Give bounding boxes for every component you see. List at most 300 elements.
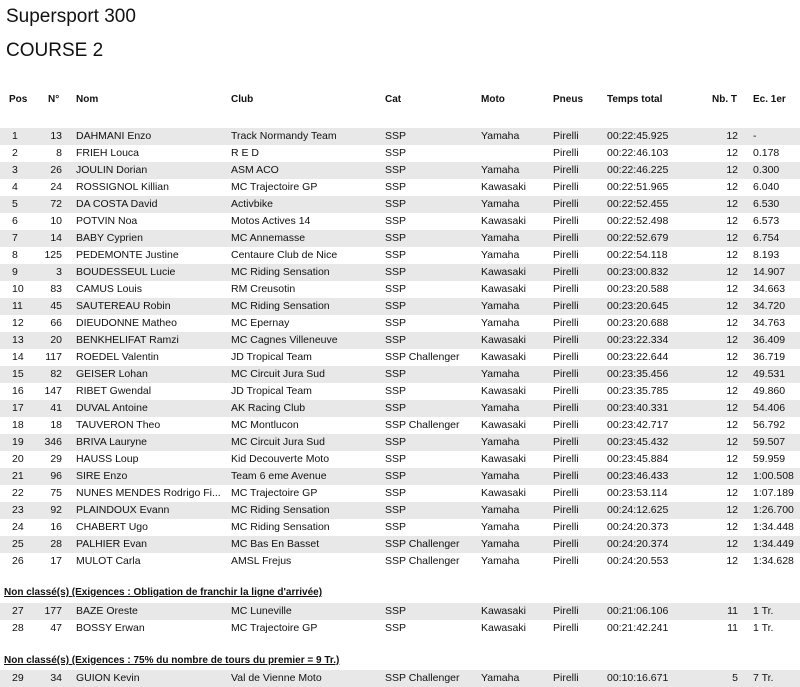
table-row [0,485,800,502]
cell-nom: DA COSTA David [76,198,158,210]
cell-nbt: 12 [726,470,738,482]
cell-nbt: 12 [726,181,738,193]
cell-nom: BOUDESSEUL Lucie [76,266,176,278]
cell-ec: 6.754 [753,232,780,244]
page-subtitle: COURSE 2 [6,40,104,61]
cell-cat: SSP [385,453,407,465]
cell-pneu: Pirelli [553,419,579,431]
cell-pneu: Pirelli [553,605,579,617]
cell-ec: 34.663 [753,283,786,295]
cell-nbt: 12 [726,164,738,176]
cell-ec: 6.530 [753,198,780,210]
cell-nbt: 12 [726,453,738,465]
table-row [0,468,800,485]
cell-club: MC Epernay [231,317,290,329]
table-row [0,298,800,315]
cell-pneu: Pirelli [553,130,579,142]
cell-cat: SSP [385,436,407,448]
cell-ec: 59.959 [753,453,786,465]
cell-nbt: 12 [726,368,738,380]
cell-num: 47 [50,622,62,634]
table-row [0,519,800,536]
cell-cat: SSP [385,266,407,278]
cell-ec: 49.860 [753,385,786,397]
cell-nbt: 12 [726,317,738,329]
cell-pneu: Pirelli [553,385,579,397]
header-club: Club [231,94,254,105]
cell-ec: 0.178 [753,147,780,159]
cell-ec: 56.792 [753,419,786,431]
cell-pneu: Pirelli [553,232,579,244]
cell-ec: 14.907 [753,266,786,278]
cell-nbt: 12 [726,402,738,414]
cell-nom: GEISER Lohan [76,368,148,380]
cell-nbt: 12 [726,351,738,363]
table-row [0,400,800,417]
cell-cat: SSP [385,232,407,244]
cell-moto: Kawasaki [481,419,526,431]
cell-num: 82 [50,368,62,380]
cell-moto: Yamaha [481,130,520,142]
cell-pneu: Pirelli [553,317,579,329]
cell-pneu: Pirelli [553,283,579,295]
cell-cat: SSP [385,487,407,499]
cell-time: 00:24:12.625 [607,504,669,516]
cell-time: 00:23:42.717 [607,419,669,431]
cell-pos: 26 [12,555,24,567]
cell-nom: ROEDEL Valentin [76,351,159,363]
cell-nom: GUION Kevin [76,672,140,684]
cell-cat: SSP [385,130,407,142]
table-row [0,536,800,553]
cell-num: 8 [56,147,62,159]
cell-pneu: Pirelli [553,181,579,193]
cell-club: MC Annemasse [231,232,306,244]
table-header [0,94,800,112]
cell-club: MC Circuit Jura Sud [231,436,325,448]
header-cat: Cat [385,94,402,105]
cell-moto: Kawasaki [481,181,526,193]
cell-pos: 17 [12,402,24,414]
table-row [0,247,800,264]
cell-club: JD Tropical Team [231,351,312,363]
table-row [0,670,800,687]
cell-ec: 1:34.449 [753,538,794,550]
table-row [0,553,800,570]
cell-club: Kid Decouverte Moto [231,453,330,465]
table-row [0,383,800,400]
cell-nom: BRIVA Lauryne [76,436,148,448]
cell-ec: 7 Tr. [753,672,774,684]
cell-num: 3 [56,266,62,278]
cell-pneu: Pirelli [553,504,579,516]
cell-time: 00:10:16.671 [607,672,669,684]
table-row [0,434,800,451]
cell-nom: DAHMANI Enzo [76,130,152,142]
cell-nom: JOULIN Dorian [76,164,148,176]
cell-num: 75 [50,487,62,499]
cell-nbt: 12 [726,147,738,159]
table-row [0,451,800,468]
cell-ec: 59.507 [753,436,786,448]
cell-cat: SSP [385,249,407,261]
cell-pneu: Pirelli [553,351,579,363]
cell-time: 00:22:51.965 [607,181,669,193]
table-row [0,264,800,281]
cell-cat: SSP [385,283,407,295]
cell-club: RM Creusotin [231,283,296,295]
non-classe-table-2 [0,670,800,687]
cell-pos: 7 [12,232,18,244]
cell-cat: SSP [385,300,407,312]
cell-num: 147 [44,385,62,397]
cell-ec: - [753,130,757,142]
cell-cat: SSP Challenger [385,419,460,431]
cell-club: Centaure Club de Nice [231,249,338,261]
cell-club: MC Cagnes Villeneuve [231,334,338,346]
cell-pos: 29 [12,672,24,684]
cell-club: MC Trajectoire GP [231,622,318,634]
cell-pos: 13 [12,334,24,346]
cell-time: 00:22:46.103 [607,147,669,159]
cell-moto: Kawasaki [481,334,526,346]
table-row [0,281,800,298]
cell-num: 346 [44,436,62,448]
cell-num: 66 [50,317,62,329]
cell-club: R E D [231,147,260,159]
cell-num: 13 [50,130,62,142]
cell-nom: PLAINDOUX Evann [76,504,170,516]
header-pneus: Pneus [553,94,584,105]
cell-moto: Kawasaki [481,605,526,617]
cell-pneu: Pirelli [553,402,579,414]
cell-club: Motos Actives 14 [231,215,311,227]
cell-pneu: Pirelli [553,453,579,465]
table-row [0,315,800,332]
cell-time: 00:23:20.645 [607,300,669,312]
cell-nom: DIEUDONNE Matheo [76,317,177,329]
cell-nbt: 12 [726,334,738,346]
cell-pos: 16 [12,385,24,397]
section-title-non-classe-1: Non classé(s) (Exigences : Obligation de franchir la ligne d'arrivée) [4,587,323,598]
cell-club: Team 6 eme Avenue [231,470,327,482]
cell-cat: SSP [385,215,407,227]
cell-nom: CHABERT Ugo [76,521,148,533]
cell-time: 00:21:06.106 [607,605,669,617]
cell-ec: 6.040 [753,181,780,193]
cell-pneu: Pirelli [553,436,579,448]
cell-ec: 36.719 [753,351,786,363]
cell-nom: PALHIER Evan [76,538,148,550]
cell-pos: 22 [12,487,24,499]
cell-time: 00:22:45.925 [607,130,669,142]
cell-time: 00:23:00.832 [607,266,669,278]
header-num: N° [48,94,60,105]
cell-time: 00:23:35.785 [607,385,669,397]
cell-pos: 28 [12,622,24,634]
cell-num: 16 [50,521,62,533]
cell-moto: Kawasaki [481,215,526,227]
cell-moto: Yamaha [481,368,520,380]
cell-cat: SSP [385,385,407,397]
cell-pneu: Pirelli [553,334,579,346]
cell-cat: SSP [385,198,407,210]
cell-pneu: Pirelli [553,672,579,684]
cell-time: 00:22:46.225 [607,164,669,176]
cell-club: MC Trajectoire GP [231,181,318,193]
cell-moto: Kawasaki [481,351,526,363]
cell-pos: 27 [12,605,24,617]
table-row [0,603,800,620]
cell-num: 10 [50,215,62,227]
cell-num: 14 [50,232,62,244]
cell-nbt: 11 [727,605,738,617]
cell-time: 00:22:52.498 [607,215,669,227]
cell-pos: 8 [12,249,18,261]
cell-pneu: Pirelli [553,215,579,227]
cell-num: 29 [50,453,62,465]
cell-num: 20 [50,334,62,346]
cell-nom: POTVIN Noa [76,215,138,227]
cell-club: MC Riding Sensation [231,300,330,312]
cell-pneu: Pirelli [553,555,579,567]
header-nom: Nom [76,94,99,105]
cell-cat: SSP Challenger [385,555,460,567]
cell-num: 177 [44,605,62,617]
cell-nom: BENKHELIFAT Ramzi [76,334,179,346]
table-row [0,230,800,247]
cell-pneu: Pirelli [553,470,579,482]
cell-nbt: 12 [726,215,738,227]
table-row [0,145,800,162]
table-row [0,502,800,519]
cell-club: MC Riding Sensation [231,521,330,533]
header-temps: Temps total [607,94,663,105]
cell-time: 00:23:45.884 [607,453,669,465]
cell-moto: Yamaha [481,317,520,329]
cell-nbt: 5 [732,672,738,684]
cell-moto: Yamaha [481,538,520,550]
cell-num: 83 [50,283,62,295]
header-nbt: Nb. T [712,94,737,105]
cell-pos: 5 [12,198,18,210]
cell-moto: Yamaha [481,198,520,210]
cell-moto: Yamaha [481,470,520,482]
cell-pos: 25 [12,538,24,550]
page-title: Supersport 300 [6,6,136,27]
cell-pos: 9 [12,266,18,278]
cell-club: MC Luneville [231,605,292,617]
table-row [0,332,800,349]
header-ec: Ec. 1er [753,94,786,105]
cell-pos: 15 [12,368,24,380]
cell-pos: 11 [12,300,23,312]
cell-ec: 1 Tr. [753,605,774,617]
cell-cat: SSP [385,334,407,346]
cell-moto: Kawasaki [481,453,526,465]
cell-cat: SSP [385,605,407,617]
cell-nom: BAZE Oreste [76,605,138,617]
cell-moto: Kawasaki [481,622,526,634]
cell-pneu: Pirelli [553,487,579,499]
cell-nom: MULOT Carla [76,555,141,567]
cell-ec: 36.409 [753,334,786,346]
cell-nbt: 12 [726,232,738,244]
non-classe-table-1 [0,603,800,637]
cell-pos: 1 [12,130,18,142]
cell-time: 00:22:52.455 [607,198,669,210]
cell-nom: BOSSY Erwan [76,622,145,634]
cell-club: AMSL Frejus [231,555,292,567]
cell-num: 28 [50,538,62,550]
cell-nbt: 12 [726,436,738,448]
cell-pneu: Pirelli [553,147,579,159]
cell-time: 00:23:45.432 [607,436,669,448]
cell-cat: SSP [385,402,407,414]
table-row [0,417,800,434]
cell-moto: Kawasaki [481,266,526,278]
cell-nom: TAUVERON Theo [76,419,161,431]
cell-time: 00:23:20.688 [607,317,669,329]
cell-pos: 4 [12,181,18,193]
cell-nbt: 12 [726,130,738,142]
table-row [0,196,800,213]
cell-ec: 1:07.189 [753,487,794,499]
cell-ec: 49.531 [753,368,786,380]
cell-club: Activbike [231,198,274,210]
cell-nbt: 11 [727,622,738,634]
cell-cat: SSP [385,317,407,329]
cell-club: Track Normandy Team [231,130,337,142]
cell-nbt: 12 [726,538,738,550]
cell-nbt: 12 [726,419,738,431]
cell-pos: 23 [12,504,24,516]
cell-moto: Yamaha [481,521,520,533]
cell-cat: SSP [385,181,407,193]
cell-moto: Yamaha [481,672,520,684]
cell-moto: Yamaha [481,504,520,516]
cell-nbt: 12 [726,555,738,567]
cell-ec: 54.406 [753,402,786,414]
cell-moto: Yamaha [481,164,520,176]
cell-club: Val de Vienne Moto [231,672,322,684]
cell-nom: RIBET Gwendal [76,385,152,397]
cell-nbt: 12 [726,300,738,312]
cell-nbt: 12 [726,487,738,499]
cell-pneu: Pirelli [553,198,579,210]
cell-nom: BABY Cyprien [76,232,143,244]
cell-nom: FRIEH Louca [76,147,140,159]
cell-moto: Yamaha [481,402,520,414]
cell-cat: SSP [385,368,407,380]
cell-club: ASM ACO [231,164,279,176]
cell-time: 00:24:20.374 [607,538,669,550]
cell-pneu: Pirelli [553,164,579,176]
cell-ec: 0.300 [753,164,780,176]
cell-pneu: Pirelli [553,368,579,380]
cell-nom: NUNES MENDES Rodrigo Fi... [76,487,221,499]
cell-pneu: Pirelli [553,521,579,533]
cell-time: 00:21:42.241 [607,622,669,634]
cell-time: 00:23:22.334 [607,334,669,346]
cell-moto: Yamaha [481,249,520,261]
cell-club: MC Circuit Jura Sud [231,368,325,380]
cell-num: 41 [50,402,62,414]
cell-ec: 1:34.628 [753,555,794,567]
header-moto: Moto [481,94,505,105]
section-title-non-classe-2: Non classé(s) (Exigences : 75% du nombre de tours du premier = 9 Tr.) [4,655,340,666]
cell-num: 96 [50,470,62,482]
cell-nbt: 12 [726,504,738,516]
cell-moto: Kawasaki [481,385,526,397]
cell-moto: Yamaha [481,555,520,567]
cell-cat: SSP [385,164,407,176]
cell-nbt: 12 [726,385,738,397]
cell-time: 00:23:20.588 [607,283,669,295]
cell-pos: 14 [12,351,24,363]
cell-time: 00:24:20.373 [607,521,669,533]
cell-ec: 34.763 [753,317,786,329]
cell-moto: Yamaha [481,300,520,312]
cell-ec: 8.193 [753,249,780,261]
cell-pos: 24 [12,521,24,533]
cell-pos: 2 [12,147,18,159]
cell-nom: CAMUS Louis [76,283,142,295]
cell-num: 45 [50,300,62,312]
cell-time: 00:23:46.433 [607,470,669,482]
cell-ec: 1:26.700 [753,504,794,516]
results-table [0,128,800,570]
cell-pos: 20 [12,453,24,465]
cell-num: 34 [50,672,62,684]
table-row [0,349,800,366]
cell-time: 00:23:22.644 [607,351,669,363]
cell-moto: Kawasaki [481,283,526,295]
cell-cat: SSP [385,147,407,159]
cell-pneu: Pirelli [553,622,579,634]
cell-num: 17 [50,555,62,567]
cell-moto: Yamaha [481,232,520,244]
cell-nom: ROSSIGNOL Killian [76,181,169,193]
cell-ec: 34.720 [753,300,786,312]
cell-nom: PEDEMONTE Justine [76,249,179,261]
cell-ec: 6.573 [753,215,780,227]
cell-nom: SIRE Enzo [76,470,128,482]
cell-time: 00:23:53.114 [607,487,668,499]
cell-nbt: 12 [726,521,738,533]
cell-moto: Yamaha [481,436,520,448]
cell-club: MC Montlucon [231,419,299,431]
cell-cat: SSP [385,470,407,482]
cell-cat: SSP [385,504,407,516]
cell-pos: 21 [12,470,24,482]
cell-cat: SSP Challenger [385,672,460,684]
cell-ec: 1:00.508 [753,470,794,482]
cell-time: 00:22:54.118 [607,249,668,261]
cell-club: MC Riding Sensation [231,504,330,516]
cell-nbt: 12 [726,266,738,278]
cell-pos: 10 [12,283,24,295]
cell-pos: 6 [12,215,18,227]
cell-nom: DUVAL Antoine [76,402,148,414]
cell-ec: 1:34.448 [753,521,794,533]
table-row [0,366,800,383]
cell-pos: 12 [12,317,24,329]
cell-num: 18 [50,419,62,431]
cell-moto: Kawasaki [481,487,526,499]
cell-club: MC Trajectoire GP [231,487,318,499]
cell-cat: SSP Challenger [385,351,460,363]
